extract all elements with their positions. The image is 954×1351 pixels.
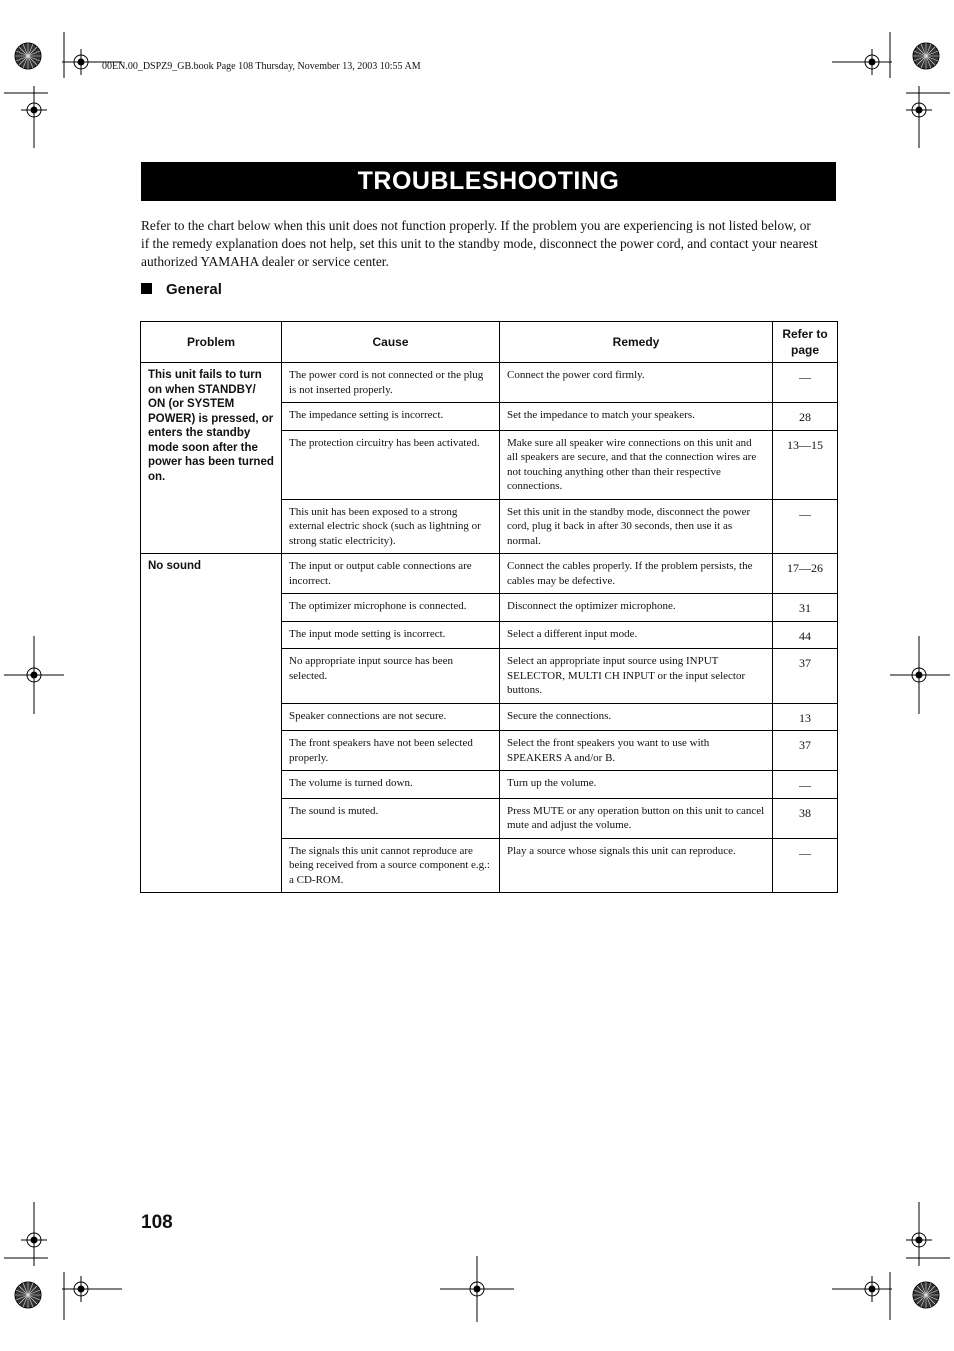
- remedy-cell: Select a different input mode.: [500, 621, 773, 649]
- header-cause: Cause: [282, 322, 500, 363]
- cause-cell: The protection circuitry has been activated.: [282, 430, 500, 499]
- page-cell: 13: [773, 703, 838, 731]
- header-problem: Problem: [141, 322, 282, 363]
- remedy-cell: Set this unit in the standby mode, disconnect the power cord, plug it back in after 30 seconds, then use it as normal.: [500, 499, 773, 554]
- remedy-cell: Disconnect the optimizer microphone.: [500, 594, 773, 622]
- remedy-cell: Make sure all speaker wire connections on this unit and all speakers are secure, and that the connection wires are not touching anything other than their respective connections.: [500, 430, 773, 499]
- cause-cell: The input mode setting is incorrect.: [282, 621, 500, 649]
- print-header: 00EN.00_DSPZ9_GB.book Page 108 Thursday, November 13, 2003 10:55 AM: [102, 61, 421, 72]
- table-row: [141, 363, 838, 403]
- page-number: 108: [141, 1212, 173, 1233]
- cause-cell: The volume is turned down.: [282, 771, 500, 799]
- remedy-cell: Secure the connections.: [500, 703, 773, 731]
- remedy-cell: Select the front speakers you want to use with SPEAKERS A and/or B.: [500, 731, 773, 771]
- page-cell: 31: [773, 594, 838, 622]
- cause-cell: Speaker connections are not secure.: [282, 703, 500, 731]
- troubleshooting-table: [140, 321, 838, 893]
- remedy-cell: Press MUTE or any operation button on this unit to cancel mute and adjust the volume.: [500, 798, 773, 838]
- table-header-row: [141, 322, 838, 363]
- page-cell: —: [773, 499, 838, 554]
- cause-cell: No appropriate input source has been selected.: [282, 649, 500, 704]
- page-cell: —: [773, 363, 838, 403]
- section-heading: [141, 281, 222, 298]
- page-cell: —: [773, 838, 838, 893]
- remedy-cell: Connect the cables properly. If the problem persists, the cables may be defective.: [500, 554, 773, 594]
- header-page: Refer to page: [773, 322, 838, 363]
- remedy-cell: Select an appropriate input source using INPUT SELECTOR, MULTI CH INPUT or the input selector buttons.: [500, 649, 773, 704]
- page-title: TROUBLESHOOTING: [141, 162, 836, 201]
- cause-cell: The optimizer microphone is connected.: [282, 594, 500, 622]
- page-cell: 37: [773, 731, 838, 771]
- cause-cell: The sound is muted.: [282, 798, 500, 838]
- cause-cell: The impedance setting is incorrect.: [282, 403, 500, 431]
- page-cell: —: [773, 771, 838, 799]
- cause-cell: The signals this unit cannot reproduce are being received from a source component e.g.: a CD-ROM.: [282, 838, 500, 893]
- table-row: [141, 554, 838, 594]
- remedy-cell: Connect the power cord firmly.: [500, 363, 773, 403]
- remedy-cell: Turn up the volume.: [500, 771, 773, 799]
- remedy-cell: Play a source whose signals this unit can reproduce.: [500, 838, 773, 893]
- remedy-cell: Set the impedance to match your speakers.: [500, 403, 773, 431]
- square-bullet-icon: [141, 283, 152, 294]
- page-cell: 37: [773, 649, 838, 704]
- cause-cell: The front speakers have not been selected properly.: [282, 731, 500, 771]
- page-cell: 13—15: [773, 430, 838, 499]
- intro-paragraph: Refer to the chart below when this unit does not function properly. If the problem you are experiencing is not listed below, or if the remedy explanation does not help, set this unit to the standby mode, disconnect the power cord, and contact your nearest authorized YAMAHA dealer or service center.: [141, 218, 818, 269]
- cause-cell: The input or output cable connections are incorrect.: [282, 554, 500, 594]
- page-cell: 28: [773, 403, 838, 431]
- problem-cell: This unit fails to turn on when STANDBY/ ON (or SYSTEM POWER) is pressed, or enters the standby mode soon after the power has been turned on.: [141, 363, 282, 554]
- problem-cell: No sound: [141, 554, 282, 893]
- cause-cell: This unit has been exposed to a strong external electric shock (such as lightning or strong static electricity).: [282, 499, 500, 554]
- page-cell: 44: [773, 621, 838, 649]
- cause-cell: The power cord is not connected or the plug is not inserted properly.: [282, 363, 500, 403]
- page-cell: 17—26: [773, 554, 838, 594]
- page-cell: 38: [773, 798, 838, 838]
- header-remedy: Remedy: [500, 322, 773, 363]
- section-heading-text: General: [166, 281, 222, 298]
